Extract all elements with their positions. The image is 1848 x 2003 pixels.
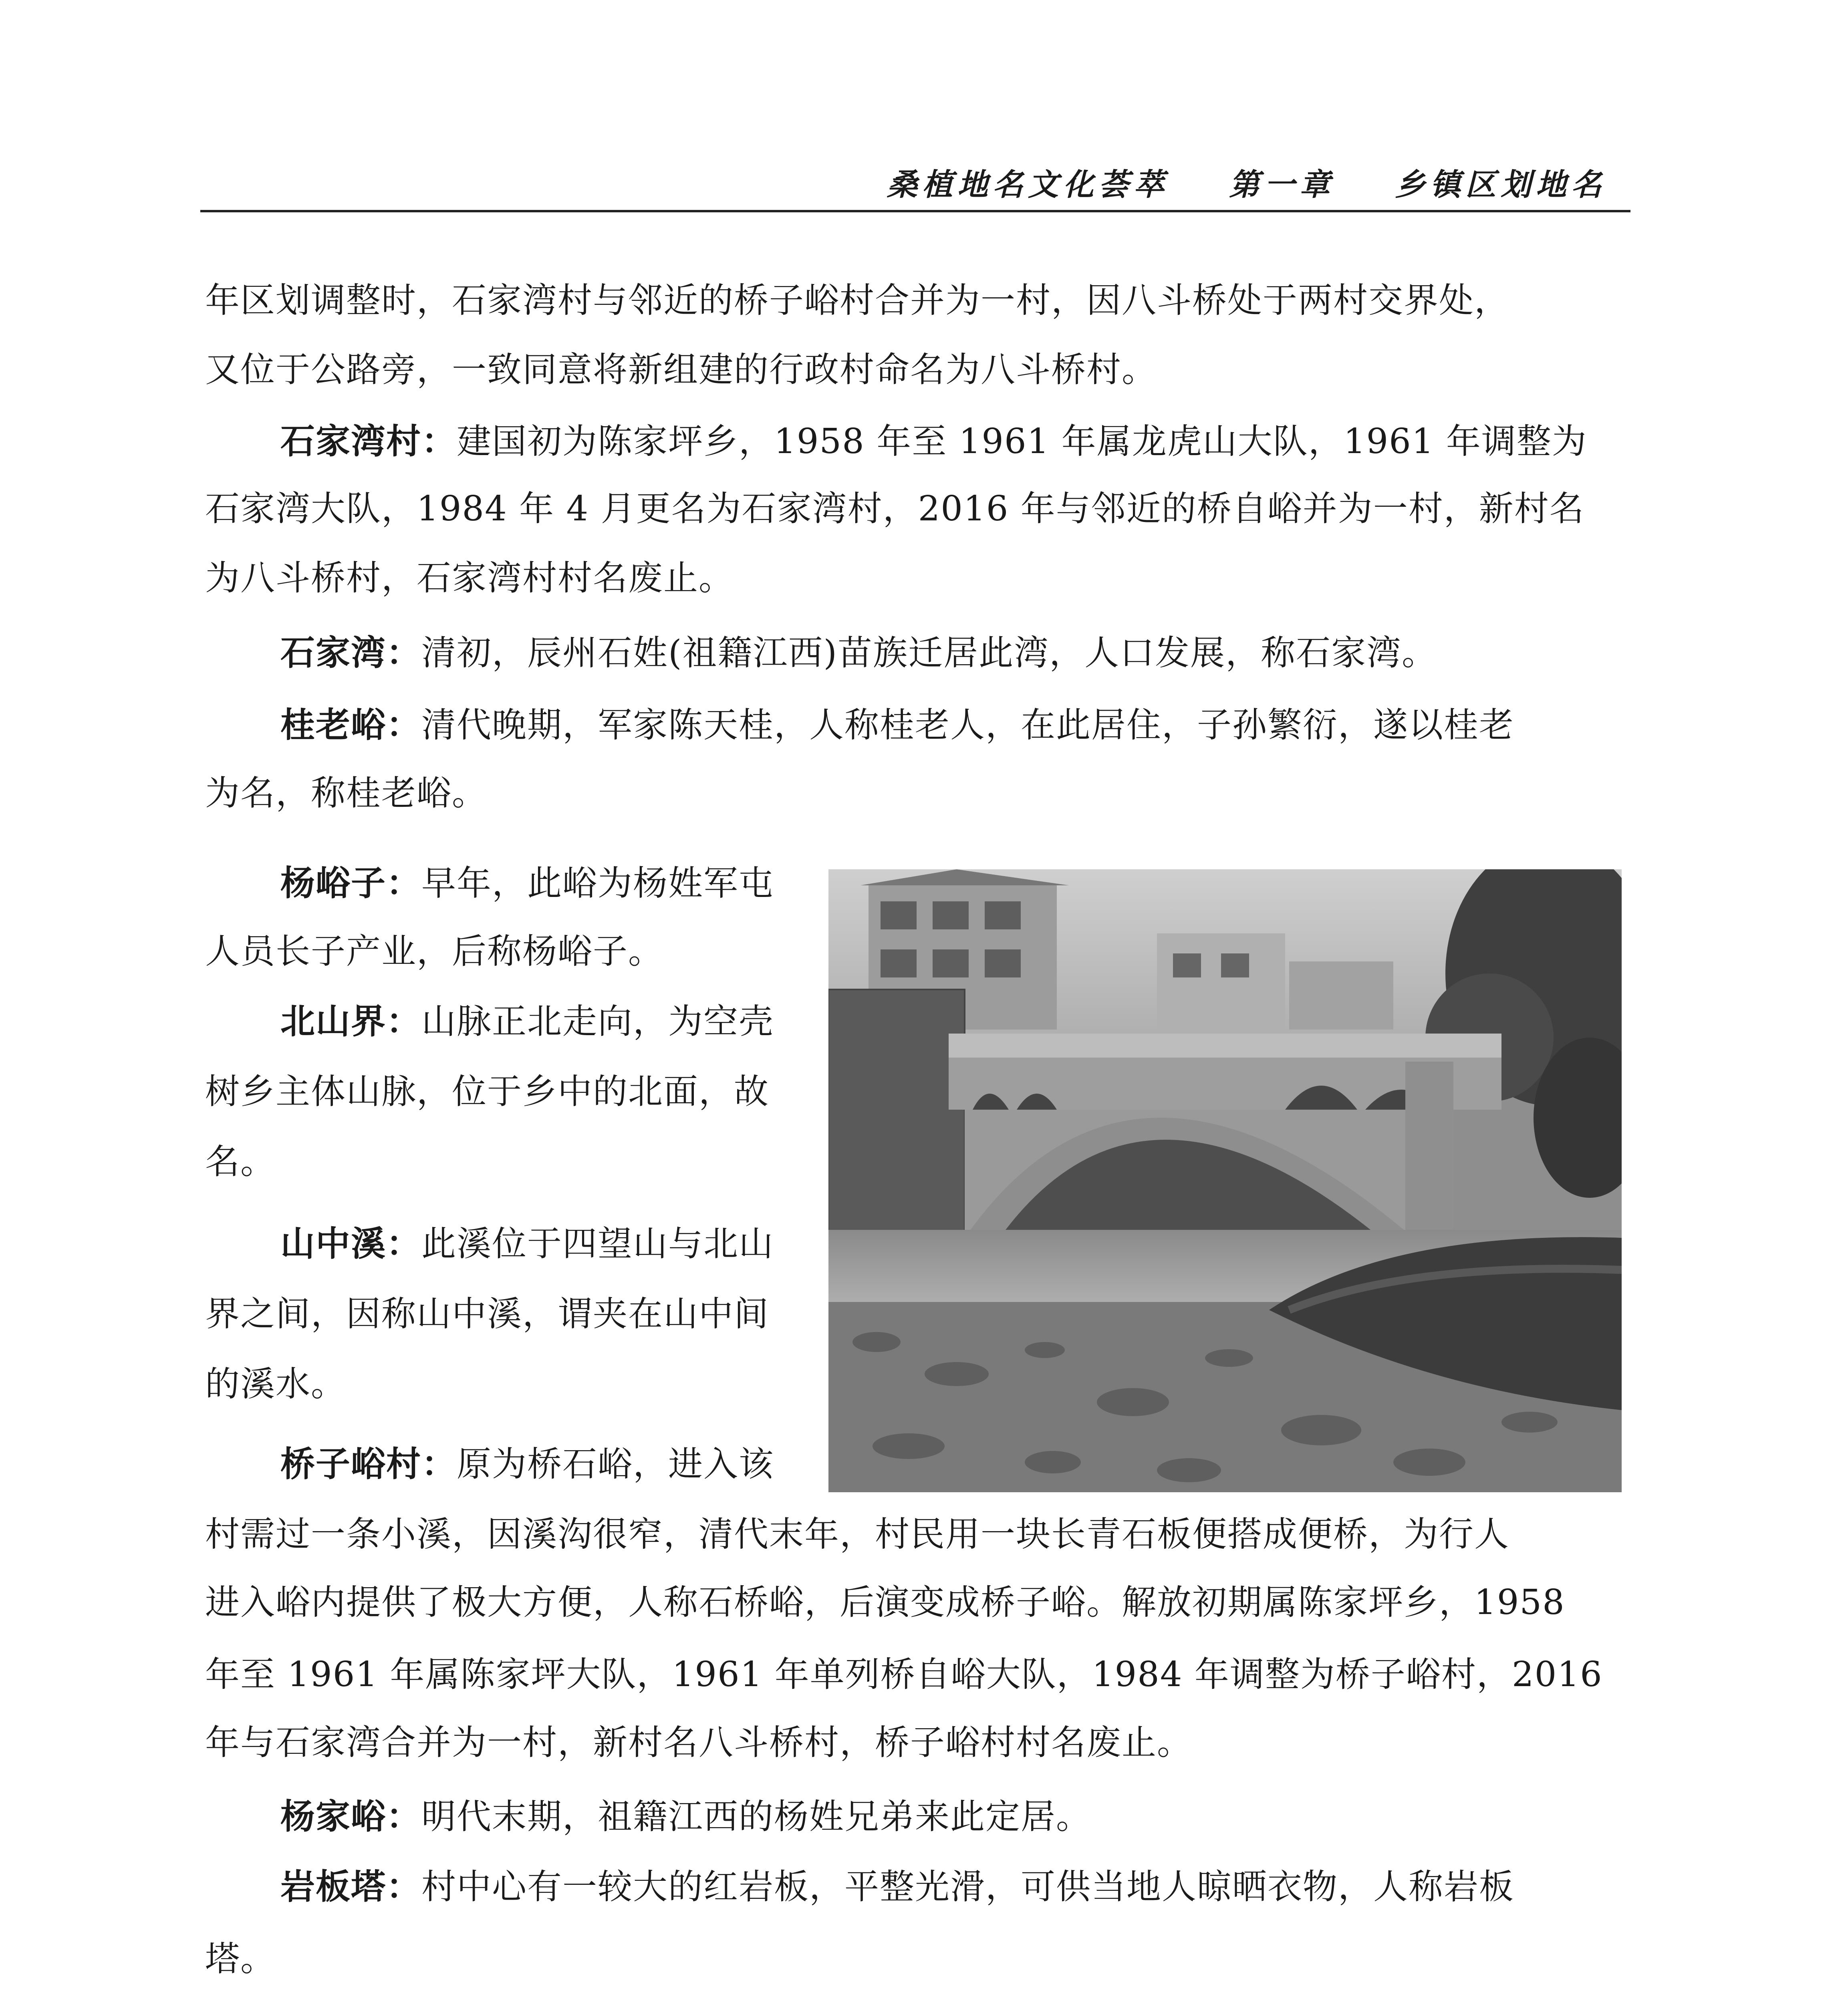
section-label: 乡镇区划地名 <box>1395 167 1606 202</box>
text-line: 石家湾大队，1984 年 4 月更名为石家湾村，2016 年与邻近的桥自峪并为一村，新村名 <box>205 489 1585 529</box>
text-line: 进入峪内提供了极大方便，人称石桥峪，后演变成桥子峪。解放初期属陈家坪乡，1958 <box>205 1582 1565 1622</box>
text-line: 界之间，因称山中溪，谓夹在山中间 <box>205 1294 769 1334</box>
entry-guilaoyu: 桂老峪：清代晚期，军家陈天桂，人称桂老人，在此居住，子孙繁衍，遂以桂老 <box>280 705 1514 745</box>
text-line: 名。 <box>205 1142 276 1182</box>
entry-qiaoziyucun: 桥子峪村：原为桥石峪，进入该 <box>280 1444 774 1484</box>
entry-beishanjie: 北山界：山脉正北走向，为空壳 <box>280 1001 774 1042</box>
entry-yanbanta: 岩板塔：村中心有一较大的红岩板，平整光滑，可供当地人晾晒衣物，人称岩板 <box>280 1866 1514 1907</box>
entry-yangjiayu: 杨家峪：明代末期，祖籍江西的杨姓兄弟来此定居。 <box>280 1796 1091 1837</box>
book-title: 桑植地名文化荟萃 <box>887 167 1169 202</box>
entry-shijiawan: 石家湾：清初，辰州石姓(祖籍江西)苗族迁居此湾，人口发展，称石家湾。 <box>280 633 1437 673</box>
bridge-photo <box>828 869 1622 1492</box>
text-line: 树乡主体山脉，位于乡中的北面，故 <box>205 1072 769 1112</box>
text-line: 年与石家湾合并为一村，新村名八斗桥村，桥子峪村村名废止。 <box>205 1723 1192 1763</box>
running-header <box>200 152 1630 212</box>
text-line: 的溪水。 <box>205 1364 346 1404</box>
text-line: 人员长子产业，后称杨峪子。 <box>205 931 663 971</box>
text-line: 又位于公路旁，一致同意将新组建的行政村命名为八斗桥村。 <box>205 350 1157 390</box>
header-text <box>887 160 1606 204</box>
chapter-label: 第一章 <box>1229 167 1335 202</box>
header-rule <box>200 210 1630 212</box>
bridge-photo-illustration <box>828 869 1622 1492</box>
entry-shijiawancun: 石家湾村：建国初为陈家坪乡，1958 年至 1961 年属龙虎山大队，1961 年调整为 <box>280 421 1587 461</box>
text-line: 为八斗桥村，石家湾村村名废止。 <box>205 558 734 598</box>
text-line: 为名，称桂老峪。 <box>205 773 487 813</box>
text-line: 塔。 <box>205 1939 276 1979</box>
text-line: 村需过一条小溪，因溪沟很窄，清代末年，村民用一块长青石板便搭成便桥，为行人 <box>205 1514 1509 1554</box>
entry-yangyuzi: 杨峪子：早年，此峪为杨姓军屯 <box>280 863 774 903</box>
entry-shanzhongxi: 山中溪：此溪位于四望山与北山 <box>280 1223 774 1264</box>
text-line: 年至 1961 年属陈家坪大队，1961 年单列桥自峪大队，1984 年调整为桥子峪村，2016 <box>205 1654 1603 1695</box>
text-line: 年区划调整时，石家湾村与邻近的桥子峪村合并为一村，因八斗桥处于两村交界处， <box>205 280 1509 320</box>
